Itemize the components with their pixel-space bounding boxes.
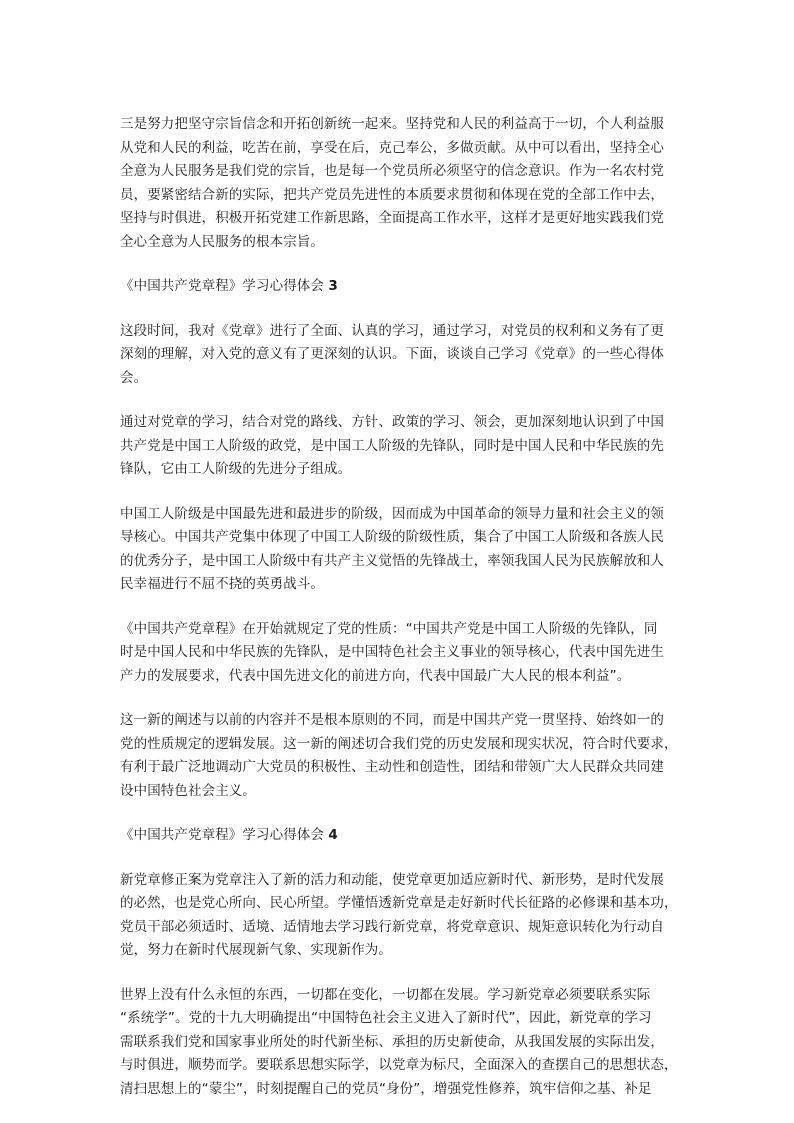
paragraph bbox=[120, 503, 680, 597]
paragraph-gap bbox=[120, 299, 680, 320]
paragraph-line: 共产党是中国工人阶级的政党，是中国工人阶级的先锋队，同时是中国人民和中华民族的先 bbox=[120, 437, 664, 454]
paragraph bbox=[120, 618, 680, 689]
paragraph-line: 需联系我们党和国家事业所处的时代新坐标、承担的历史新使命，从我国发展的实际出发， bbox=[120, 1033, 664, 1050]
paragraph bbox=[120, 984, 680, 1102]
paragraph-line: 坚持与时俱进，积极开拓党建工作新思路，全面提高工作水平，这样才是更好地实践我们党 bbox=[120, 210, 664, 226]
paragraph-line: “系统学”。党的十九大明确提出“中国特色社会主义进入了新时代”，因此，新党章的学习 bbox=[120, 1010, 652, 1026]
paragraph-line: 导核心。中国共产党集中体现了中国工人阶级的阶级性质，集合了中国工人阶级和各族人民 bbox=[120, 529, 664, 545]
paragraph-line: 员，要紧密结合新的实际，把共产党员先进性的本质要求贯彻和体现在党的全部工作中去， bbox=[120, 186, 664, 203]
paragraph bbox=[120, 113, 680, 254]
paragraph-line: 觉，努力在新时代展现新气象、实现新作为。 bbox=[120, 942, 392, 958]
paragraph bbox=[120, 320, 680, 391]
section-heading-text: 《中国共产党章程》学习心得体会 bbox=[120, 827, 324, 843]
paragraph bbox=[120, 709, 680, 803]
paragraph-gap bbox=[120, 390, 680, 411]
section-heading bbox=[120, 824, 680, 848]
paragraph-line: 深刻的理解，对入党的意义有了更深刻的认识。下面，谈谈自己学习《党章》的一些心得体 bbox=[120, 346, 664, 362]
paragraph-line: 设中国特色社会主义。 bbox=[120, 782, 256, 799]
document-body bbox=[120, 113, 680, 1101]
paragraph-line: 清扫思想上的“蒙尘”，时刻提醒自己的党员“身份”，增强党性修养，筑牢信仰之基、补足 bbox=[120, 1080, 652, 1097]
paragraph bbox=[120, 869, 680, 963]
paragraph-line: 三是努力把坚守宗旨信念和开拓创新统一起来。坚持党和人民的利益高于一切，个人利益服 bbox=[120, 116, 664, 132]
paragraph-gap bbox=[120, 848, 680, 869]
paragraph-line: 这段时间，我对《党章》进行了全面、认真的学习，通过学习，对党员的权利和义务有了更 bbox=[120, 322, 664, 339]
paragraph-line: 时是中国人民和中华民族的先锋队，是中国特色社会主义事业的领导核心，代表中国先进生 bbox=[120, 644, 664, 660]
paragraph-line: 的必然，也是党心所向、民心所望。学懂悟透新党章是走好新时代长征路的必修课和基本功， bbox=[120, 895, 678, 911]
paragraph-line: 从党和人民的利益，吃苦在前，享受在后，克己奉公，多做贡献。从中可以看出，坚持全心 bbox=[120, 139, 664, 156]
paragraph-gap bbox=[120, 803, 680, 824]
paragraph-line: 这一新的阐述与以前的内容并不是根本原则的不同，而是中国共产党一贯坚持、始终如一的 bbox=[120, 712, 664, 728]
paragraph-line: 有利于最广泛地调动广大党员的积极性、主动性和创造性，团结和带领广大人民群众共同建 bbox=[120, 759, 664, 775]
paragraph-gap bbox=[120, 254, 680, 275]
paragraph-line: 通过对党章的学习，结合对党的路线、方针、政策的学习、领会，更加深刻地认识到了中国 bbox=[120, 414, 664, 430]
paragraph bbox=[120, 411, 680, 482]
paragraph-gap bbox=[120, 482, 680, 503]
section-heading-number: 4 bbox=[328, 827, 338, 843]
paragraph-gap bbox=[120, 688, 680, 709]
paragraph-line: 产力的发展要求，代表中国先进文化的前进方向，代表中国最广大人民的根本利益”。 bbox=[120, 667, 631, 684]
paragraph-line: 《中国共产党章程》在开始就规定了党的性质：“中国共产党是中国工人阶级的先锋队，同 bbox=[120, 620, 658, 637]
paragraph-line: 党员干部必须适时、适境、适情地去学习践行新党章，将党章意识、规矩意识转化为行动自 bbox=[120, 918, 664, 935]
paragraph-line: 与时俱进，顺势而学。要联系思想实际学，以党章为标尺，全面深入的查摆自己的思想状态， bbox=[120, 1057, 678, 1073]
paragraph-line: 锋队，它由工人阶级的先进分子组成。 bbox=[120, 461, 352, 477]
paragraph-line: 全意为人民服务是我们党的宗旨，也是每一个党员所必须坚守的信念意识。作为一名农村党 bbox=[120, 163, 664, 179]
paragraph-line: 中国工人阶级是中国最先进和最进步的阶级，因而成为中国革命的领导力量和社会主义的领 bbox=[120, 505, 664, 522]
paragraph-line: 新党章修正案为党章注入了新的活力和动能，使党章更加适应新时代、新形势，是时代发展 bbox=[120, 871, 664, 888]
paragraph-gap bbox=[120, 963, 680, 984]
paragraph-line: 会。 bbox=[120, 369, 148, 386]
paragraph-line: 世界上没有什么永恒的东西，一切都在变化，一切都在发展。学习新党章必须要联系实际 bbox=[120, 986, 651, 1003]
paragraph-gap bbox=[120, 597, 680, 618]
section-heading bbox=[120, 275, 680, 299]
paragraph-line: 的优秀分子，是中国工人阶级中有共产主义觉悟的先锋战士，率领我国人民为民族解放和人 bbox=[120, 552, 664, 569]
paragraph-line: 民幸福进行不屈不挠的英勇战斗。 bbox=[120, 576, 324, 592]
section-heading-number: 3 bbox=[328, 278, 338, 294]
section-heading-text: 《中国共产党章程》学习心得体会 bbox=[120, 278, 324, 294]
paragraph-line: 全心全意为人民服务的根本宗旨。 bbox=[120, 233, 324, 250]
paragraph-line: 党的性质规定的逻辑发展。这一新的阐述切合我们党的历史发展和现实状况，符合时代要求， bbox=[120, 735, 678, 752]
